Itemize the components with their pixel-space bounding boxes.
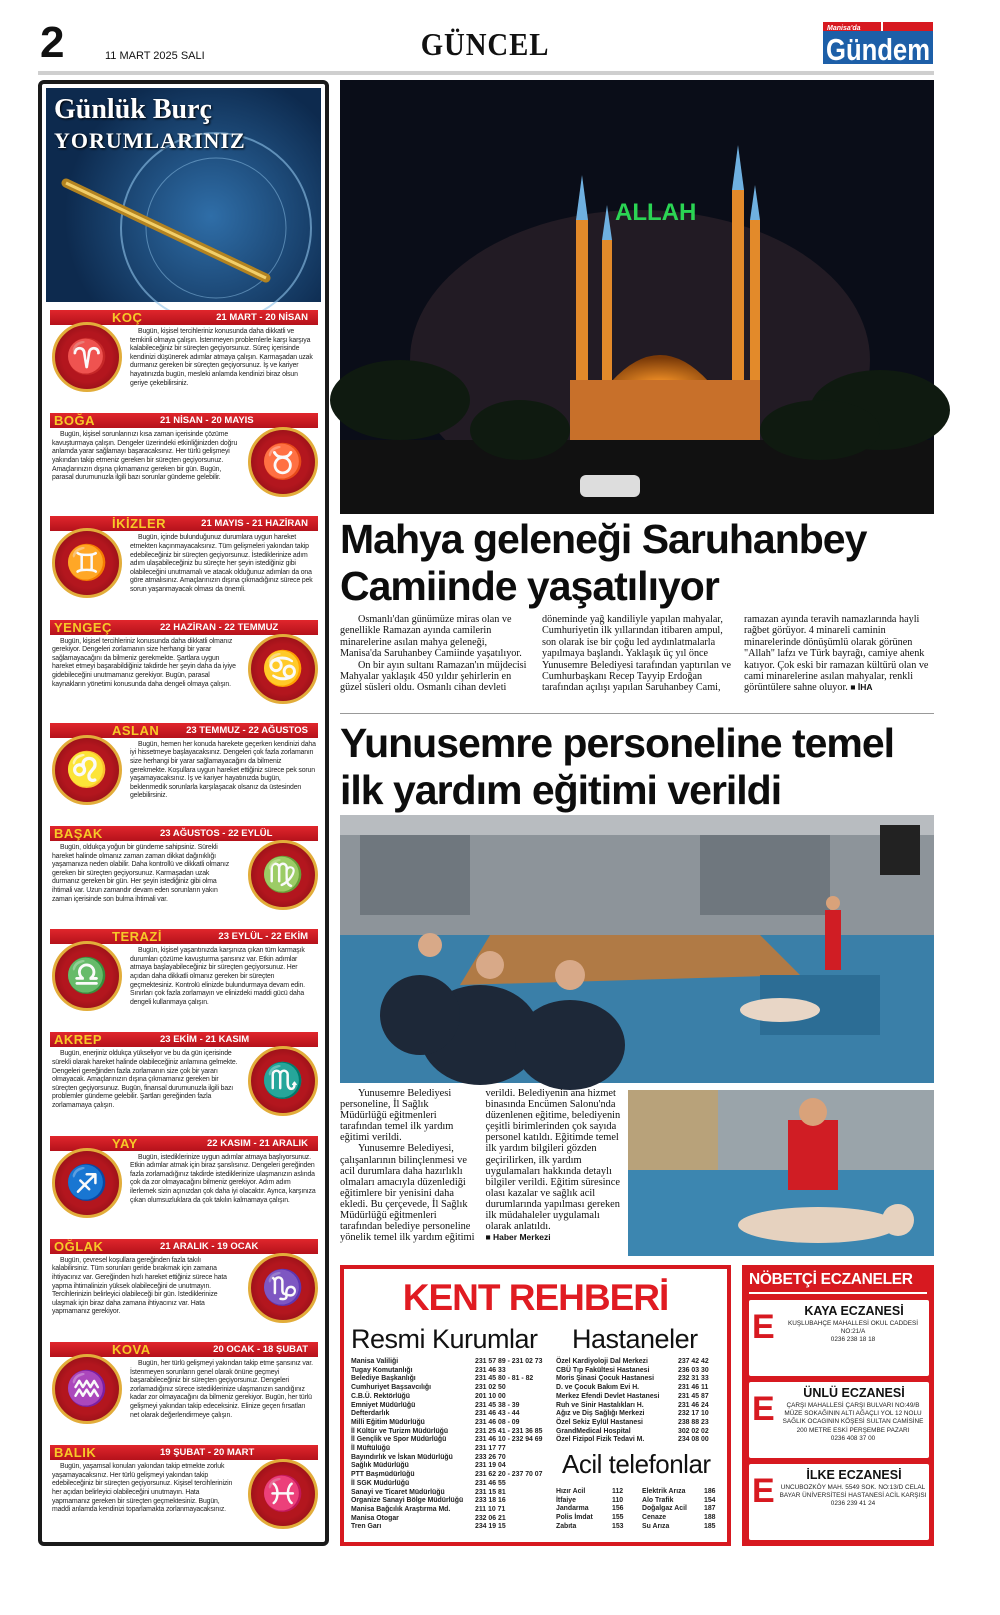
horoscope-sign-11: [50, 1342, 318, 1442]
directory-phone: 234 19 15: [475, 1523, 506, 1531]
article1-headline: Mahya geleneği Saruhanbey Camiinde yaşatılıyor: [340, 516, 867, 609]
directory-name: CBÜ Tıp Fakültesi Hastanesi: [556, 1366, 650, 1374]
directory-phone: 110: [612, 1496, 624, 1504]
directory-row: [556, 1505, 636, 1514]
directory-row: [351, 1410, 561, 1419]
directory-phone: 231 57 89 - 231 02 73: [475, 1358, 543, 1365]
sign-dates: 21 NİSAN - 20 MAYIS: [160, 415, 254, 427]
directory-name: İtfaiye: [556, 1496, 576, 1504]
acil-list-right: [642, 1488, 724, 1532]
mosque-photo: [340, 80, 934, 514]
directory-name: Tren Garı: [351, 1523, 382, 1531]
horoscope-sign-5: [50, 723, 318, 823]
directory-phone: 237 42 42: [678, 1358, 709, 1365]
scorpion-icon: ♏: [248, 1046, 318, 1116]
resmi-kurumlar-title: Resmi Kurumlar: [351, 1324, 538, 1354]
horoscope-sign-8: [50, 1032, 318, 1132]
directory-name: Sağlık Müdürlüğü: [351, 1462, 409, 1470]
directory-name: Emniyet Müdürlüğü: [351, 1401, 416, 1409]
eczaneler-divider: [749, 1292, 927, 1294]
virgin-icon: ♍: [248, 840, 318, 910]
sign-dates: 22 KASIM - 21 ARALIK: [207, 1137, 308, 1149]
sign-text: Bugün, her türlü gelişmeyi yakından takip etme şansınız var. İstenmeyen sorunların genel olarak önüne geçmeyi başarabileceğiniz bir süreçten geçiyorsunuz. Dengeleri zorlamadığınız sürece istediklerinize ulaşmanızın sandığınız kadar zor olmayacağını da bilmeniz gerekiyor. Bugün, her türlü gelişmeyi yakından takip edeceksiniz. Elinize geçen fırsatları net olarak değerlendirmeye çalışın.: [130, 1360, 313, 1419]
directory-name: Özel Kardiyoloji Dal Merkezi: [556, 1358, 648, 1365]
directory-phone: 155: [612, 1514, 624, 1522]
sign-name: KOVA: [112, 1342, 151, 1357]
directory-row: [351, 1393, 561, 1402]
sign-dates: 22 HAZİRAN - 22 TEMMUZ: [160, 621, 279, 633]
directory-phone: 187: [704, 1505, 716, 1513]
resmi-kurumlar-list: [351, 1358, 561, 1532]
directory-name: D. ve Çocuk Bakım Evi H.: [556, 1384, 640, 1392]
directory-row: [556, 1384, 726, 1393]
article2-source: ■ Haber Merkezi: [485, 1232, 551, 1243]
directory-name: Manisa Bağcılık Araştırma Md.: [351, 1505, 451, 1513]
directory-name: Jandarma: [556, 1505, 589, 1513]
directory-row: [351, 1462, 561, 1471]
sign-dates: 23 EKİM - 21 KASIM: [160, 1034, 250, 1046]
directory-phone: 231 46 55: [475, 1479, 506, 1487]
article1-body: [340, 614, 934, 708]
sign-dates: 19 ŞUBAT - 20 MART: [160, 1447, 255, 1459]
nobetci-eczaneler-box: [742, 1265, 934, 1546]
directory-phone: 201 10 00: [475, 1392, 506, 1400]
directory-phone: 231 45 80 - 81 - 82: [475, 1375, 534, 1383]
pharmacy-name: İLKE ECZANESİ: [806, 1468, 902, 1482]
directory-row: [556, 1514, 636, 1523]
directory-phone: 231 45 38 - 39: [475, 1401, 520, 1409]
directory-phone: 302 02 02: [678, 1427, 709, 1435]
directory-row: [556, 1523, 636, 1532]
directory-name: İl Kültür ve Turizm Müdürlüğü: [351, 1427, 449, 1435]
directory-phone: 231 17 77: [475, 1445, 506, 1453]
horoscope-sign-1: [50, 310, 318, 410]
mahya-text: ALLAH: [615, 199, 697, 226]
sign-text: Bugün, hemen her konuda harekete geçerken kendinizi daha iyi hissetmeye başlayacaksınız. Dengeleri çok fazla zorlamanın size herhangi bir yarar sağlamayacağını da bilmeniz gerekmekte. Koşullara uygun hareket ettiğiniz sürece pek sorun yaşamayacaksınız. İş ve kariyer hayatınızda bugün, beklenmedik sorunlarla karşılaşacak olsanız da üstesinden gelebilirsiniz.: [130, 740, 316, 800]
sign-dates: 21 MAYIS - 21 HAZİRAN: [201, 518, 308, 530]
sign-text: Bugün, oldukça yoğun bir gündeme sahipsiniz. Sürekli hareket halinde olmanız zaman zaman dikkat dağınıklığı yaşamanıza neden olabilir. Daha kontrollü ve dikkatli olmanız gereken bir süreçten geçiyorsunuz. Karmaşadan uzak durmanız gereken bir gün. Her şeyin istediğiniz gibi olma ihtimali var. Uzun zamandır devam eden sorunların yakın zaman içerisinde son bulma ihtimali var.: [52, 844, 229, 903]
pharmacy-phone: 0236 239 41 24: [830, 1500, 876, 1508]
sign-name: KOÇ: [112, 310, 143, 325]
directory-name: İl SGK Müdürlüğü: [351, 1479, 410, 1487]
issue-date: 11 MART 2025 SALI: [105, 50, 205, 62]
directory-name: Ağız ve Diş Sağlığı Merkezi: [556, 1410, 645, 1418]
sign-text: Bugün, kişisel tercihleriniz konusunda daha dikkatli olmanız gerekiyor. Dengeleri zorlamanın size herhangi bir yarar sağlamayacağını da bilmeniz gerekmekte. Şartlara uygun hareket etmeyi başarabildiğiniz takdirde her şeyin daha da iyiye gidebileceğini unutmamanız gerekiyor. Bugün, parasal kaynakların yönetimi konusunda daha dengeli olmaya çalışın.: [52, 637, 236, 688]
directory-row: [556, 1410, 726, 1419]
horoscope-sign-4: [50, 620, 318, 720]
pharmacy-card: [749, 1382, 929, 1458]
sign-dates: 23 TEMMUZ - 22 AĞUSTOS: [186, 724, 308, 736]
directory-phone: 186: [704, 1488, 716, 1495]
pharmacy-e-icon: E: [752, 1390, 779, 1424]
svg-text:Manisa'da: Manisa'da: [827, 25, 861, 32]
directory-name: Ruh ve Sinir Hastalıkları H.: [556, 1401, 644, 1409]
directory-row: [351, 1489, 561, 1498]
pharmacy-name: ÜNLÜ ECZANESİ: [803, 1386, 905, 1400]
directory-phone: 231 45 87: [678, 1392, 709, 1400]
directory-phone: 232 17 10: [678, 1410, 709, 1418]
horoscope-sign-12: [50, 1445, 318, 1545]
article-divider: [340, 713, 934, 714]
archer-icon: ♐: [52, 1148, 122, 1218]
scales-icon: ♎: [52, 941, 122, 1011]
header-rule: [38, 71, 934, 75]
pharmacy-name: KAYA ECZANESİ: [804, 1304, 904, 1318]
hastaneler-list: [556, 1358, 726, 1445]
sign-name: AKREP: [54, 1032, 103, 1048]
directory-name: Hızır Acil: [556, 1488, 586, 1495]
article2-paragraph: Yunusemre Belediyesi personeline, İl Sağlık Müdürlüğü eğitmenleri tarafından temel ilk yardım eğitimi verildi.: [340, 1088, 454, 1144]
directory-row: [351, 1367, 561, 1376]
sign-text: Bugün, kişisel sorunlarınızı kısa zaman içerisinde çözüme kavuşturmaya çalışın. Dengeler üzerindeki etkinliğinizden doğru anlamda yarar sağlamayı başaracaksınız. Her türlü gelişmeyi yakından takip etmeniz gereken bir süreçten geçiyorsunuz. Amaçlarınızın dışına çıkmamanız gereken bir gün. Bugün, parasal durumunuzla ilgili bazı sorunlar gündeme gelebilir.: [52, 431, 238, 482]
directory-name: Özel Sekiz Eylül Hastanesi: [556, 1418, 643, 1426]
acil-telefonlar-title: Acil telefonlar: [562, 1449, 711, 1479]
directory-phone: 154: [704, 1496, 716, 1504]
directory-name: C.B.Ü. Rektörlüğü: [351, 1392, 410, 1400]
directory-row: [351, 1471, 561, 1480]
lion-icon: ♌: [52, 735, 122, 805]
sign-text: Bugün, kişisel yaşantınızda karşınıza çıkan tüm karmaşık durumları çözüme kavuşturma şansınız var. Etkin adımlar atmaya başlayabileceğiniz bir süreçten geçiyorsunuz. Her açıdan daha dikkatli olmanız gereken bir süreçten geçmektesiniz. Kontrolü elinizde bulundurmaya devam edin. Sınırları çok fazla zorlamayın ve elinizdeki maddi gücü daha dengeli kullanmaya çalışın.: [130, 947, 305, 1006]
page-number: 2: [40, 18, 65, 67]
directory-phone: 231 46 24: [678, 1401, 709, 1409]
directory-row: [351, 1402, 561, 1411]
water-bearer-icon: ♒: [52, 1354, 122, 1424]
directory-phone: 156: [612, 1505, 624, 1513]
directory-name: Doğalgaz Acil: [642, 1505, 687, 1513]
sign-dates: 20 OCAK - 18 ŞUBAT: [213, 1344, 308, 1355]
directory-name: İl Gençlik ve Spor Müdürlüğü: [351, 1436, 447, 1444]
directory-phone: 234 08 00: [678, 1436, 709, 1444]
sign-name: BOĞA: [54, 413, 95, 429]
directory-name: Belediye Başkanlığı: [351, 1375, 416, 1383]
pharmacy-address-text: UNCUBOZKÖY MAH. 5549 SOK. NO:13/D CELAL BAYAR ÜNİVERSİTESİ HASTANESİ ACİL KARŞISI: [779, 1484, 927, 1500]
directory-name: Merkez Efendi Devlet Hastanesi: [556, 1392, 660, 1400]
directory-row: [556, 1419, 726, 1428]
directory-name: Alo Trafik: [642, 1496, 674, 1504]
ram-icon: ♈: [52, 322, 122, 392]
sign-text: Bugün, içinde bulunduğunuz durumlara uygun hareket etmekten kaçınmayacaksınız. Tüm gelişmeleri yakından takip edebileceğiniz bir süreçten geçiyorsunuz. İstediklerinize adım adım ulaşabileceğiniz bu süreçte her şeyin istediğiniz gibi olabileceğini unutmamalı ve atacak olduğunuz adımları da ona göre atmalısınız. Amaçlarınızın dışına çıkmadığınız sürece pek sorun yaşanmayacak olması da önemli.: [130, 534, 313, 593]
directory-phone: 231 46 11: [678, 1384, 709, 1392]
directory-phone: 231 25 41 - 231 36 85: [475, 1427, 543, 1435]
sign-text: Bugün, istediklerinize uygun adımlar atmaya başlıyorsunuz. Etkin adımlar atmak için biraz şanslısınız. Dengeleri gereğinden fazla zorlamadığınız takdirde istediklerinize ulaşmanızın aslında çok da zor olmayacağını bilmeniz gerekiyor. Adım adım ilerlemek sizin açınızdan çok daha iyi olacaktır. Ayrıca, karşınıza çıkan olumsuzluklara da çok takılın kalmamaya çalışın.: [130, 1153, 316, 1204]
pharmacy-address: [777, 1484, 929, 1509]
directory-name: Sanayi ve Ticaret Müdürlüğü: [351, 1488, 445, 1496]
pharmacy-address: [777, 1320, 929, 1345]
directory-name: Moris Şinasi Çocuk Hastanesi: [556, 1375, 655, 1383]
directory-row: [556, 1488, 636, 1497]
sign-text: Bugün, kişisel tercihleriniz konusunda daha dikkatli ve temkinli olmaya çalışın. İstenmeyen problemlerle karşı karşıya kalabileceğiniz bir süreçten geçiyorsunuz. Süreç içerisinde kendinizi düşünerek adımlar atmaya çalışın. Karmaşadan uzak durmanız gereken bir süreçten geçiyorsunuz. İş ve kariyer hayatınızda bugün, mesleki anlamda kendinizi biraz olsun geriye çekebilirsiniz.: [130, 328, 313, 387]
directory-row: [351, 1358, 561, 1367]
directory-name: Zabıta: [556, 1522, 577, 1530]
directory-name: GrandMedical Hospital: [556, 1427, 631, 1435]
crab-icon: ♋: [248, 634, 318, 704]
directory-name: Defterdarlık: [351, 1410, 390, 1418]
directory-name: Su Arıza: [642, 1522, 670, 1530]
directory-phone: 236 03 30: [678, 1366, 709, 1374]
horoscope-sign-6: [50, 826, 318, 926]
horoscope-title: Günlük Burç: [54, 94, 212, 125]
directory-row: [351, 1384, 561, 1393]
directory-phone: 231 02 50: [475, 1384, 506, 1392]
sign-text: Bugün, çevresel koşullara gereğinden fazla takılı kalabilirsiniz. Tüm sorunları geride bırakmak için zamana ihtiyacınız var. Gereğinden hızlı hareket ettiğiniz sürece hata yapma ihtimalinizin yüksek olabileceğini de unutmayın. Tercihlerinizin belirleyici olabileceği bir gün. İstediklerinize ulaşmak için biraz daha zamana ihtiyacınız var. Hata yapmamanız gerekiyor.: [52, 1256, 227, 1316]
directory-name: Elektrik Arıza: [642, 1488, 686, 1495]
sign-name: BALIK: [54, 1445, 97, 1461]
pharmacy-address-text: KUŞLUBAHÇE MAHALLESİ OKUL CADDESİ NO:21/A: [787, 1320, 919, 1336]
pharmacy-e-icon: E: [752, 1472, 779, 1506]
directory-phone: 233 26 70: [475, 1453, 506, 1461]
article2-headline: Yunusemre personeline temel ilk yardım eğitimi verildi: [340, 720, 895, 813]
directory-phone: 185: [704, 1522, 716, 1530]
directory-name: Milli Eğitim Müdürlüğü: [351, 1418, 425, 1426]
directory-name: İl Müftülüğü: [351, 1445, 391, 1453]
directory-row: [556, 1367, 726, 1376]
sign-dates: 23 AĞUSTOS - 22 EYLÜL: [160, 828, 273, 839]
directory-row: [642, 1505, 724, 1514]
directory-phone: 231 62 20 - 237 70 07: [475, 1471, 543, 1479]
horoscope-sign-7: [50, 929, 318, 1029]
directory-phone: 232 31 33: [678, 1375, 709, 1383]
horoscope-sign-2: [50, 413, 318, 513]
sign-dates: 21 MART - 20 NİSAN: [216, 312, 308, 323]
directory-name: Manisa Valiliği: [351, 1358, 399, 1365]
directory-phone: 231 46 33: [475, 1366, 506, 1374]
directory-row: [351, 1515, 561, 1524]
directory-row: [556, 1358, 726, 1367]
sign-dates: 21 ARALIK - 19 OCAK: [160, 1240, 259, 1252]
pharmacy-phone: 0236 238 18 18: [830, 1336, 876, 1344]
pharmacy-e-icon: E: [752, 1308, 779, 1342]
sign-name: TERAZİ: [112, 929, 162, 945]
directory-name: Bayındırlık ve İskan Müdürlüğü: [351, 1453, 453, 1461]
cpr-training-photo: [628, 1090, 934, 1256]
pharmacy-card: [749, 1464, 929, 1540]
sign-name: YENGEÇ: [54, 619, 112, 635]
directory-row: [351, 1375, 561, 1384]
eczaneler-title: NÖBETÇİ ECZANELER: [749, 1271, 913, 1288]
horoscope-column: [38, 80, 329, 1546]
directory-phone: 231 46 43 - 44: [475, 1410, 520, 1418]
directory-phone: 233 18 16: [475, 1497, 506, 1505]
directory-row: [556, 1393, 726, 1402]
kent-rehberi-title: KENT REHBERİ: [402, 1277, 669, 1318]
directory-row: [351, 1445, 561, 1454]
horoscope-sign-3: [50, 516, 318, 616]
directory-row: [556, 1436, 726, 1445]
directory-phone: 231 46 10 - 232 94 69: [475, 1436, 543, 1444]
sign-name: YAY: [112, 1135, 138, 1151]
directory-row: [642, 1488, 724, 1497]
sign-name: BAŞAK: [54, 826, 103, 841]
directory-row: [556, 1497, 636, 1506]
sign-text: Bugün, enerjiniz oldukça yükseliyor ve bu da gün içerisinde sürekli olarak hareket halinde olabileceğiniz anlamına gelmekte. Dengeleri gereğinden fazla zorlamanın size çok bir yararı olmayacak. Amaçlarınızın dışına çıkmamanız gereken bir süreçten geçiyorsunuz. Bugün, finansal durumunuzla ilgili bazı problemler gündeme gelebilir. Şartları gereğinden fazla zorlamamaya çalışın.: [52, 1050, 238, 1109]
horoscope-sign-9: [50, 1136, 318, 1236]
directory-phone: 238 88 23: [678, 1418, 709, 1426]
directory-row: [642, 1497, 724, 1506]
pharmacy-address: [777, 1402, 929, 1443]
training-room-photo: [340, 815, 934, 1083]
horoscope-subtitle: YORUMLARINIZ: [54, 128, 246, 153]
newspaper-logo: [823, 22, 933, 67]
directory-row: [351, 1419, 561, 1428]
hastaneler-title: Hastaneler: [572, 1324, 698, 1354]
directory-row: [351, 1506, 561, 1515]
directory-name: Organize Sanayi Bölge Müdürlüğü: [351, 1497, 464, 1505]
pharmacy-phone: 0236 408 37 00: [830, 1434, 876, 1442]
directory-name: PTT Başmüdürlüğü: [351, 1471, 415, 1479]
directory-row: [642, 1523, 724, 1532]
goat-icon: ♑: [248, 1253, 318, 1323]
directory-name: Cenaze: [642, 1514, 667, 1522]
directory-name: Özel Fizipol Fizik Tedavi M.: [556, 1436, 645, 1444]
fish-icon: ♓: [248, 1459, 318, 1529]
directory-phone: 211 10 71: [475, 1505, 506, 1513]
sign-name: ASLAN: [112, 722, 160, 738]
horoscope-sign-10: [50, 1239, 318, 1339]
directory-row: [351, 1523, 561, 1532]
pharmacy-card: [749, 1300, 929, 1376]
directory-name: Manisa Otogar: [351, 1514, 399, 1522]
directory-phone: 231 46 08 - 09: [475, 1418, 520, 1426]
directory-row: [351, 1497, 561, 1506]
pharmacy-address-text: ÇARŞI MAHALLESİ ÇARŞI BULVARI NO:49/B MÜZE SOKAĞININ ALTI AĞAÇLI YOL 12 NOLU SAĞLIK OCAGININ KÖŞESİ SULTAN CAMİSİNE 200 METRE ESKİ PERŞEMBE PAZARI: [782, 1402, 924, 1434]
article1-paragraph: Osmanlı'dan günümüze miras olan ve genellikle Ramazan ayında camilerin minarelerine asılan mahya geleneği, Manisa'da Saruhanbey Camiinde yaşatılıyor.: [340, 614, 522, 660]
directory-phone: 231 19 04: [475, 1462, 506, 1470]
section-title: GÜNCEL: [420, 26, 550, 62]
kent-rehberi-box: [340, 1265, 731, 1546]
directory-phone: 153: [612, 1522, 624, 1530]
twins-icon: ♊: [52, 528, 122, 598]
directory-name: Polis İmdat: [556, 1514, 593, 1522]
directory-row: [351, 1436, 561, 1445]
sign-name: OĞLAK: [54, 1238, 104, 1254]
svg-text:Gündem: Gündem: [826, 32, 930, 67]
directory-phone: 231 15 81: [475, 1488, 506, 1496]
directory-phone: 188: [704, 1514, 716, 1522]
directory-phone: 232 06 21: [475, 1514, 506, 1522]
sign-dates: 23 EYLÜL - 22 EKİM: [218, 931, 308, 943]
acil-list-left: [556, 1488, 636, 1532]
sign-name: İKİZLER: [112, 516, 167, 532]
sign-text: Bugün, yaşamsal konuları yakından takip etmekte zorluk yaşamayacaksınız. Her türlü gelişmeyi yakından takip edebileceğiniz bir süreçten geçiyorsunuz. Kişisel tercihlerinizin her açıdan belirleyici olabileceğini unutmayın. Hata yapmamanız gereken bir süreçten geçmektesiniz. Bugün, maddi anlamda kendinizi toparlamakta zorlanmayacaksınız.: [52, 1463, 233, 1514]
directory-row: [556, 1402, 726, 1411]
article1-source: ■ İHA: [850, 682, 873, 693]
article2-text: Yunusemre Belediyesi, çalışanlarının bilinçlenmesi ve acil durumlara daha hazırlıklı olmaları amacıyla düzenlediği eğitimlere bir yenisini daha ekledi. Bu çerçevede, İl Sağlık Müdürlüğü eğitmenleri tarafından belediye personeline yönelik temel ilk yardım eğitimi verildi. Belediyenin ana hizmet binasında Encümen Salonu'nda düzenlenen eğitime, belediyenin çeşitli birimlerinden çok sayıda personel katıldı. Eğitimde temel ilk yardım bilgileri gözden geçirilirken, ilk yardım uygulamaları hakkında detaylı bilgiler verildi. Eğitim süresince olası kazalar ve sağlık acil durumlarında yapılması gereken ilk müdahaleler uygulamalı olarak anlatıldı.: [340, 1088, 621, 1244]
bull-icon: ♉: [248, 427, 318, 497]
directory-row: [642, 1514, 724, 1523]
directory-row: [351, 1454, 561, 1463]
directory-row: [556, 1375, 726, 1384]
horoscope-header-image: [46, 88, 321, 302]
directory-phone: 112: [612, 1488, 624, 1495]
directory-row: [351, 1480, 561, 1489]
directory-name: Cumhuriyet Başsavcılığı: [351, 1384, 432, 1392]
article2-body: [340, 1088, 623, 1258]
article1-text: On bir ayın sultanı Ramazan'ın müjdecisi Mahyalar yaklaşık 450 yıldır şehirlerin en güzel süsleri oldu. Osmanlı cihan devleti döneminde yağ kandiliyle yapılan mahyalar, Cumhuriyetin ilk yıllarından itibaren ampul, son olarak ise bir çoğu led aydınlatmalarla yapılmaya başlandı. Yaklaşık üç yıl önce Yunusemre Belediyesi tarafından yaptırılan ve Cumhurbaşkanı Recep Tayyip Erdoğan tarafından açılışı yapılan Saruhanbey Cami, ramazan ayında teravih namazlarında hayli rağbet görüyor. 4 minareli caminin minarelerinde dönüşümlü olarak görünen "Allah" lafzı ve Türk bayrağı, camiye ahenk katıyor. Çok eski bir ramazan kültürü olan ve cami minarelerine asılan mahyalar, renkli görüntülere sahne oluyor.: [340, 614, 929, 694]
directory-name: Tugay Komutanlığı: [351, 1366, 413, 1374]
